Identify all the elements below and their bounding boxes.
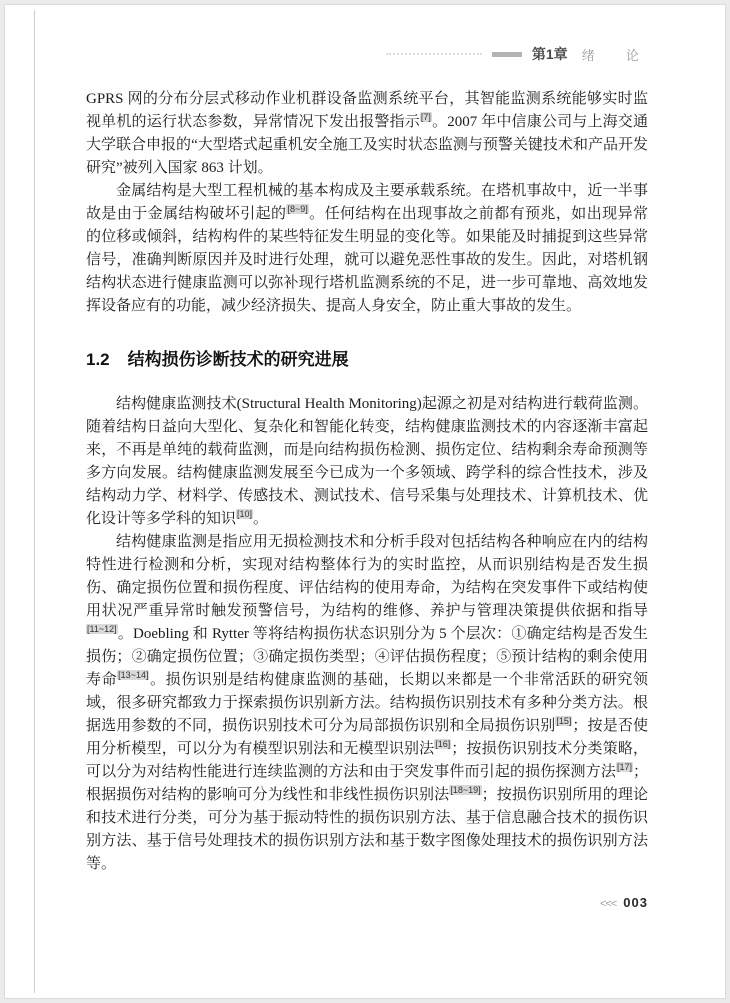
citation-ref: [13~14] xyxy=(118,670,149,680)
footer-chevrons-icon: <<< xyxy=(600,898,617,910)
citation-ref: [17] xyxy=(616,762,632,772)
body-text xyxy=(86,88,648,876)
citation-ref: [15] xyxy=(556,716,572,726)
section-number: 1.2 xyxy=(86,350,110,369)
header-dash xyxy=(492,52,522,57)
section-heading xyxy=(86,348,648,371)
page-content xyxy=(4,4,726,912)
citation-ref: [11~12] xyxy=(87,624,117,634)
chapter-title: 绪 论 xyxy=(581,47,648,63)
section-paragraphs xyxy=(86,393,648,876)
citation-ref: [16] xyxy=(435,739,451,749)
citation-ref: [7] xyxy=(420,112,431,122)
page-number: 003 xyxy=(623,895,648,910)
paragraph: 结构健康监测技术(Structural Health Monitoring)起源之初是对结构进行载荷监测。随着结构日益向大型化、复杂化和智能化转变，结构健康监测技术的内容逐渐丰富起来，不再是单纯的载荷监测，而是向结构损伤检测、损伤定位、结构剩余寿命预测等多方向发展。结构健康监测发展至今已成为一个多领域、跨学科的综合性技术，涉及结构动力学、材料学、传感技术、测试技术、信号采集与处理技术、计算机技术、优化设计等多学科的知识[10]。 xyxy=(86,396,648,527)
citation-ref: [8~9] xyxy=(287,204,308,214)
citation-ref: [18~19] xyxy=(450,785,481,795)
chapter-header xyxy=(86,44,648,64)
citation-ref: [10] xyxy=(237,509,253,519)
page-footer xyxy=(86,894,648,912)
chapter-label: 第1章 xyxy=(531,46,568,62)
intro-paragraphs xyxy=(86,88,648,318)
header-dotted-line xyxy=(386,53,482,55)
paragraph: GPRS 网的分布分层式移动作业机群设备监测系统平台，其智能监测系统能够实时监视单机的运行状态参数，异常情况下发出报警指示[7]。2007 年中信康公司与上海交通大学联合申报的“大型塔式起重机安全施工及实时状态监测与预警关键技术和产品开发研究”被列入国家 863 计划。 xyxy=(86,91,648,176)
section-title: 结构损伤诊断技术的研究进展 xyxy=(127,350,349,369)
paragraph: 金属结构是大型工程机械的基本构成及主要承载系统。在塔机事故中，近一半事故是由于金属结构破坏引起的[8~9]。任何结构在出现事故之前都有预兆，如出现异常的位移或倾斜，结构构件的某些特征发生明显的变化等。如果能及时捕捉到这些异常信号，准确判断原因并及时进行处理，就可以避免恶性事故的发生。因此，对塔机钢结构状态进行健康监测可以弥补现行塔机监测系统的不足，进一步可靠地、高效地发挥设备应有的功能，减少经济损失、提高人身安全，防止重大事故的发生。 xyxy=(86,183,648,314)
paragraph: 结构健康监测是指应用无损检测技术和分析手段对包括结构各种响应在内的结构特性进行检测和分析，实现对结构整体行为的实时监控，从而识别结构是否发生损伤、确定损伤位置和损伤程度、评估结构的使用寿命，为结构在突发事件下或结构使用状况严重异常时触发预警信号，为结构的维修、养护与管理决策提供依据和指导[11~12]。Doebling 和 Rytter 等将结构损伤状态识别分为 5 个层次：①确定结构是否发生损伤；②确定损伤位置；③确定损伤类型；④评估损伤程度；⑤预计结构的剩余使用寿命[13~14]。损伤识别是结构健康监测的基础，长期以来都是一个非常活跃的研究领域，很多研究都致力于探索损伤识别新方法。结构损伤识别技术有多种分类方法。根据选用参数的不同，损伤识别技术可分为局部损伤识别和全局损伤识别[15]；按是否使用分析模型，可以分为有模型识别法和无模型识别法[16]；按损伤识别技术分类策略，可以分为对结构性能进行连续监测的方法和由于突发事件而引起的损伤探测方法[17]；根据损伤对结构的影响可分为线性和非线性损伤识别法[18~19]；按损伤识别所用的理论和技术进行分类，可分为基于振动特性的损伤识别方法、基于信息融合技术的损伤识别方法、基于信号处理技术的损伤识别方法和基于数字图像处理技术的损伤识别方法等。 xyxy=(86,534,648,872)
